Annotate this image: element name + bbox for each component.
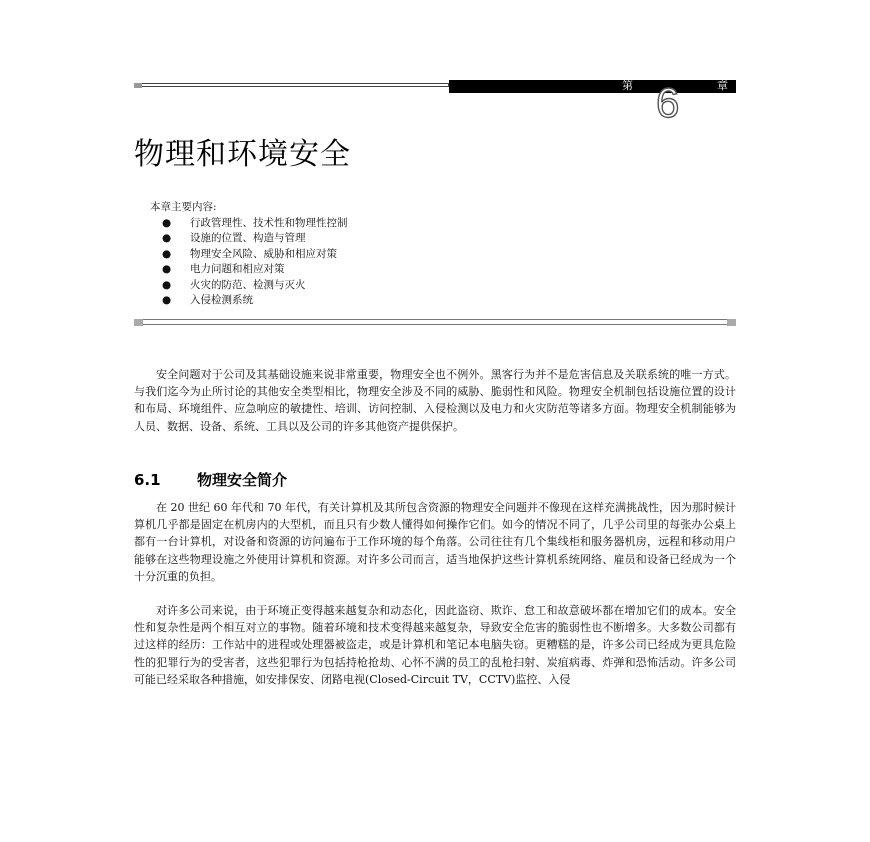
contents-item: ● 物理安全风险、威胁和相应对策 (150, 247, 348, 263)
divider-cap-left (134, 319, 143, 326)
bullet-icon: ● (162, 263, 172, 275)
bullet-icon: ● (162, 216, 172, 229)
intro-paragraph: 安全问题对于公司及其基础设施来说非常重要，物理安全也不例外。黑客行为并不是危害信息及关联系统的唯一方式。与我们迄今为止所讨论的其他安全类型相比，物理安全涉及不同的威胁、脆弱性和风险。物理安全机制包括设施位置的设计和布局、环境组件、应急响应的敏捷性、培训、访问控制、入侵检测以及电力和火灾防范等诸多方面。物理安全机制能够为人员、数据、设备、系统、工具以及公司的许多其他资产提供保护。 (134, 368, 736, 433)
chapter-label-right: 章 (717, 79, 728, 92)
body-paragraph: 对许多公司来说，由于环境正变得越来越复杂和动态化，因此盗窃、欺诈、怠工和故意破坏都在增加它们的成本。安全性和复杂性是两个相互对立的事物。随着环境和技术变得越来越复杂，导致安全危害的脆弱性也不断增多。大多数公司都有过这样的经历：工作站中的进程或处理器被盗走，或是计算机和笔记本电脑失窃。更糟糕的是，许多公司已经成为更具危险性的犯罪行为的受害者，这些犯罪行为包括持枪抢劫、心怀不满的员工的乱枪扫射、炭疽病毒、炸弹和恐怖活动。许多公司可能已经采取各种措施，如安排保安、闭路电视(Closed-Circuit TV，CCTV)监控、入侵 (134, 604, 736, 686)
contents-item: ● 火灾的防范、检测与灭火 (150, 278, 348, 294)
chapter-label-left: 第 (622, 79, 633, 92)
contents-item: ● 电力问题和相应对策 (150, 262, 348, 278)
contents-divider (134, 319, 736, 325)
section-title: 物理安全简介 (197, 471, 288, 489)
bullet-icon: ● (162, 278, 172, 291)
divider-cap-right (727, 319, 736, 326)
section-number: 6.1 (134, 471, 161, 489)
bullet-icon: ● (162, 232, 172, 244)
contents-item: ● 行政管理性、技术性和物理性控制 (150, 216, 348, 232)
contents-item: ● 入侵检测系统 (150, 293, 348, 309)
contents-item: ● 设施的位置、构造与管理 (150, 231, 348, 247)
chapter-number: 6 (656, 79, 680, 126)
header-rule (134, 83, 449, 87)
contents-list (150, 216, 348, 309)
section-heading (134, 470, 287, 490)
body-paragraph: 在 20 世纪 60 年代和 70 年代，有关计算机及其所包含资源的物理安全问题并不像现在这样充满挑战性，因为那时候计算机几乎都是固定在机房内的大型机，而且只有少数人懂得如何操作它们。如今的情况不同了，几乎公司里的每张办公桌上都有一台计算机，对设备和资源的访问遍布于工作环境的每个角落。公司往往有几个集线柜和服务器机房，远程和移动用户能够在这些物理设施之外使用计算机和资源。对许多公司而言，适当地保护这些计算机系统网络、雇员和设备已经成为一个十分沉重的负担。 (134, 501, 736, 583)
contents-heading: 本章主要内容: (150, 201, 217, 213)
chapter-title: 物理和环境安全 (134, 137, 351, 172)
bullet-icon: ● (162, 247, 172, 260)
chapter-contents (150, 200, 348, 309)
header-rule-cap (134, 83, 142, 88)
bullet-icon: ● (162, 294, 172, 306)
chapter-bar (449, 80, 736, 93)
